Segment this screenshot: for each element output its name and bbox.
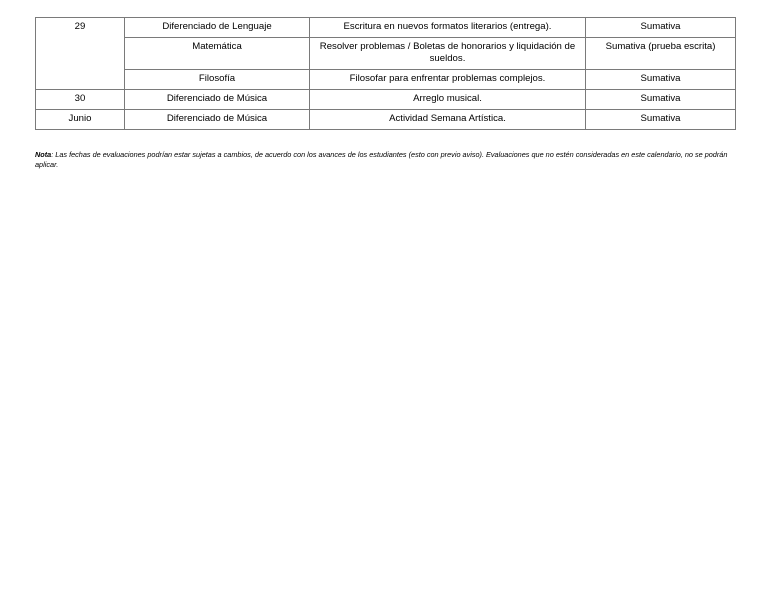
footnote <box>35 150 740 170</box>
subject-cell: Filosofía <box>125 70 310 90</box>
subject-cell: Matemática <box>125 38 310 70</box>
table-row <box>36 90 736 110</box>
date-cell: Junio <box>36 110 125 130</box>
evaluation-type-cell: Sumativa <box>586 18 736 38</box>
evaluation-type-cell: Sumativa (prueba escrita) <box>586 38 736 70</box>
footnote-text: : Las fechas de evaluaciones podrían estar sujetas a cambios, de acuerdo con los avances de los estudiantes (esto con previo aviso). Evaluaciones que no estén consideradas en este calendario, no se podrán aplicar. <box>35 150 728 170</box>
description-cell: Arreglo musical. <box>310 90 586 110</box>
description-cell: Filosofar para enfrentar problemas complejos. <box>310 70 586 90</box>
evaluation-type-cell: Sumativa <box>586 110 736 130</box>
date-cell: 29 <box>36 18 125 90</box>
evaluation-schedule-table <box>35 17 736 130</box>
evaluation-type-cell: Sumativa <box>586 90 736 110</box>
table-row <box>36 110 736 130</box>
subject-cell: Diferenciado de Lenguaje <box>125 18 310 38</box>
table-row <box>36 38 736 70</box>
description-cell: Actividad Semana Artística. <box>310 110 586 130</box>
table-row <box>36 18 736 38</box>
date-cell: 30 <box>36 90 125 110</box>
table-row <box>36 70 736 90</box>
description-cell: Escritura en nuevos formatos literarios (entrega). <box>310 18 586 38</box>
description-cell: Resolver problemas / Boletas de honorarios y liquidación de sueldos. <box>310 38 586 70</box>
subject-cell: Diferenciado de Música <box>125 90 310 110</box>
footnote-label: Nota <box>35 150 52 160</box>
evaluation-type-cell: Sumativa <box>586 70 736 90</box>
subject-cell: Diferenciado de Música <box>125 110 310 130</box>
